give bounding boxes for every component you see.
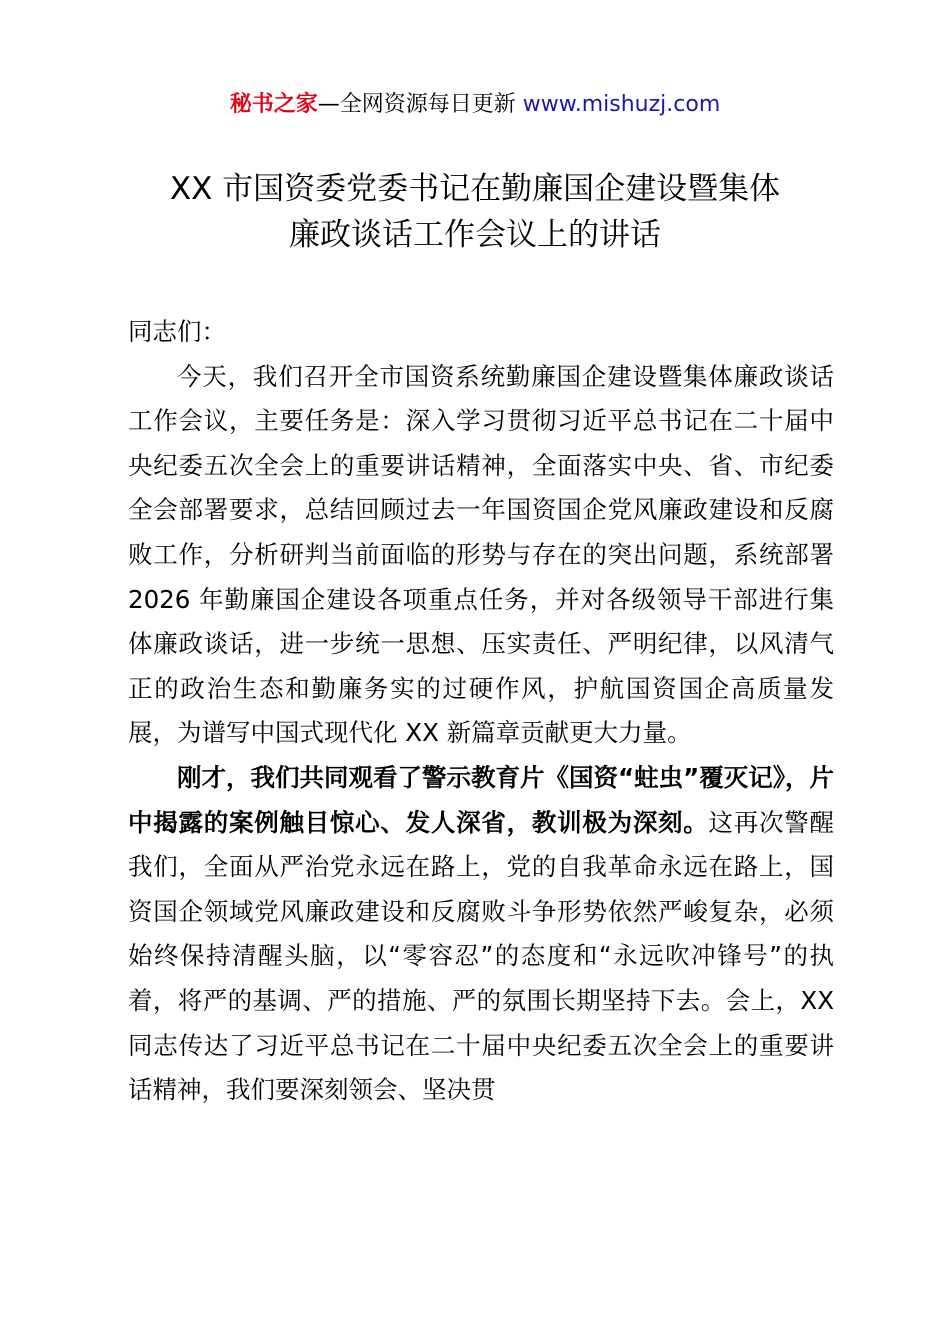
paragraph-2-text: 这再次警醒我们，全面从严治党永远在路上，党的自我革命永远在路上，国资国企领域党风廉政建设和反腐败斗争形势依然严峻复杂，必须始终保持清醒头脑，以“零容忍”的态度和“永远吹冲锋号”的执着，将严的基调、严的措施、严的氛围长期坚持下去。会上，XX 同志传达了习近平总书记在二十届中央纪委五次全会上的重要讲话精神，我们要深刻领会、坚决贯 [128,807,835,1105]
document-body [128,310,834,1113]
title-line-2: 廉政谈话工作会议上的讲话 [289,217,661,253]
paragraph-2-bold-lead: 刚才，我们共同观看了警示教育片《国资“蛀虫”覆灭记》，片中揭露的案例触目惊心、发人深省，教训极为深刻。 [128,762,834,837]
paragraph-2 [128,756,834,1113]
paragraph-1: 今天，我们召开全市国资系统勤廉国企建设暨集体廉政谈话工作会议，主要任务是：深入学习贯彻习近平总书记在二十届中央纪委五次全会上的重要讲话精神，全面落实中央、省、市纪委全会部署要求，总结回顾过去一年国资国企党风廉政建设和反腐败工作，分析研判当前面临的形势与存在的突出问题，系统部署 2026 年勤廉国企建设各项重点任务，并对各级领导干部进行集体廉政谈话，进一步统一思想、压实责任、严明纪律，以风清气正的政治生态和勤廉务实的过硬作风，护航国资国企高质量发展，为谱写中国式现代化 XX 新篇章贡献更大力量。 [128,361,834,748]
document-title [100,166,850,258]
title-line-1: XX 市国资委党委书记在勤廉国企建设暨集体 [169,171,781,207]
site-header [0,88,950,122]
brand-name: 秘书之家 [229,92,318,117]
header-slogan: —全网资源每日更新 [317,92,523,117]
salutation: 同志们： [128,317,226,346]
site-url-link[interactable]: www.mishuzj.com [522,92,721,117]
